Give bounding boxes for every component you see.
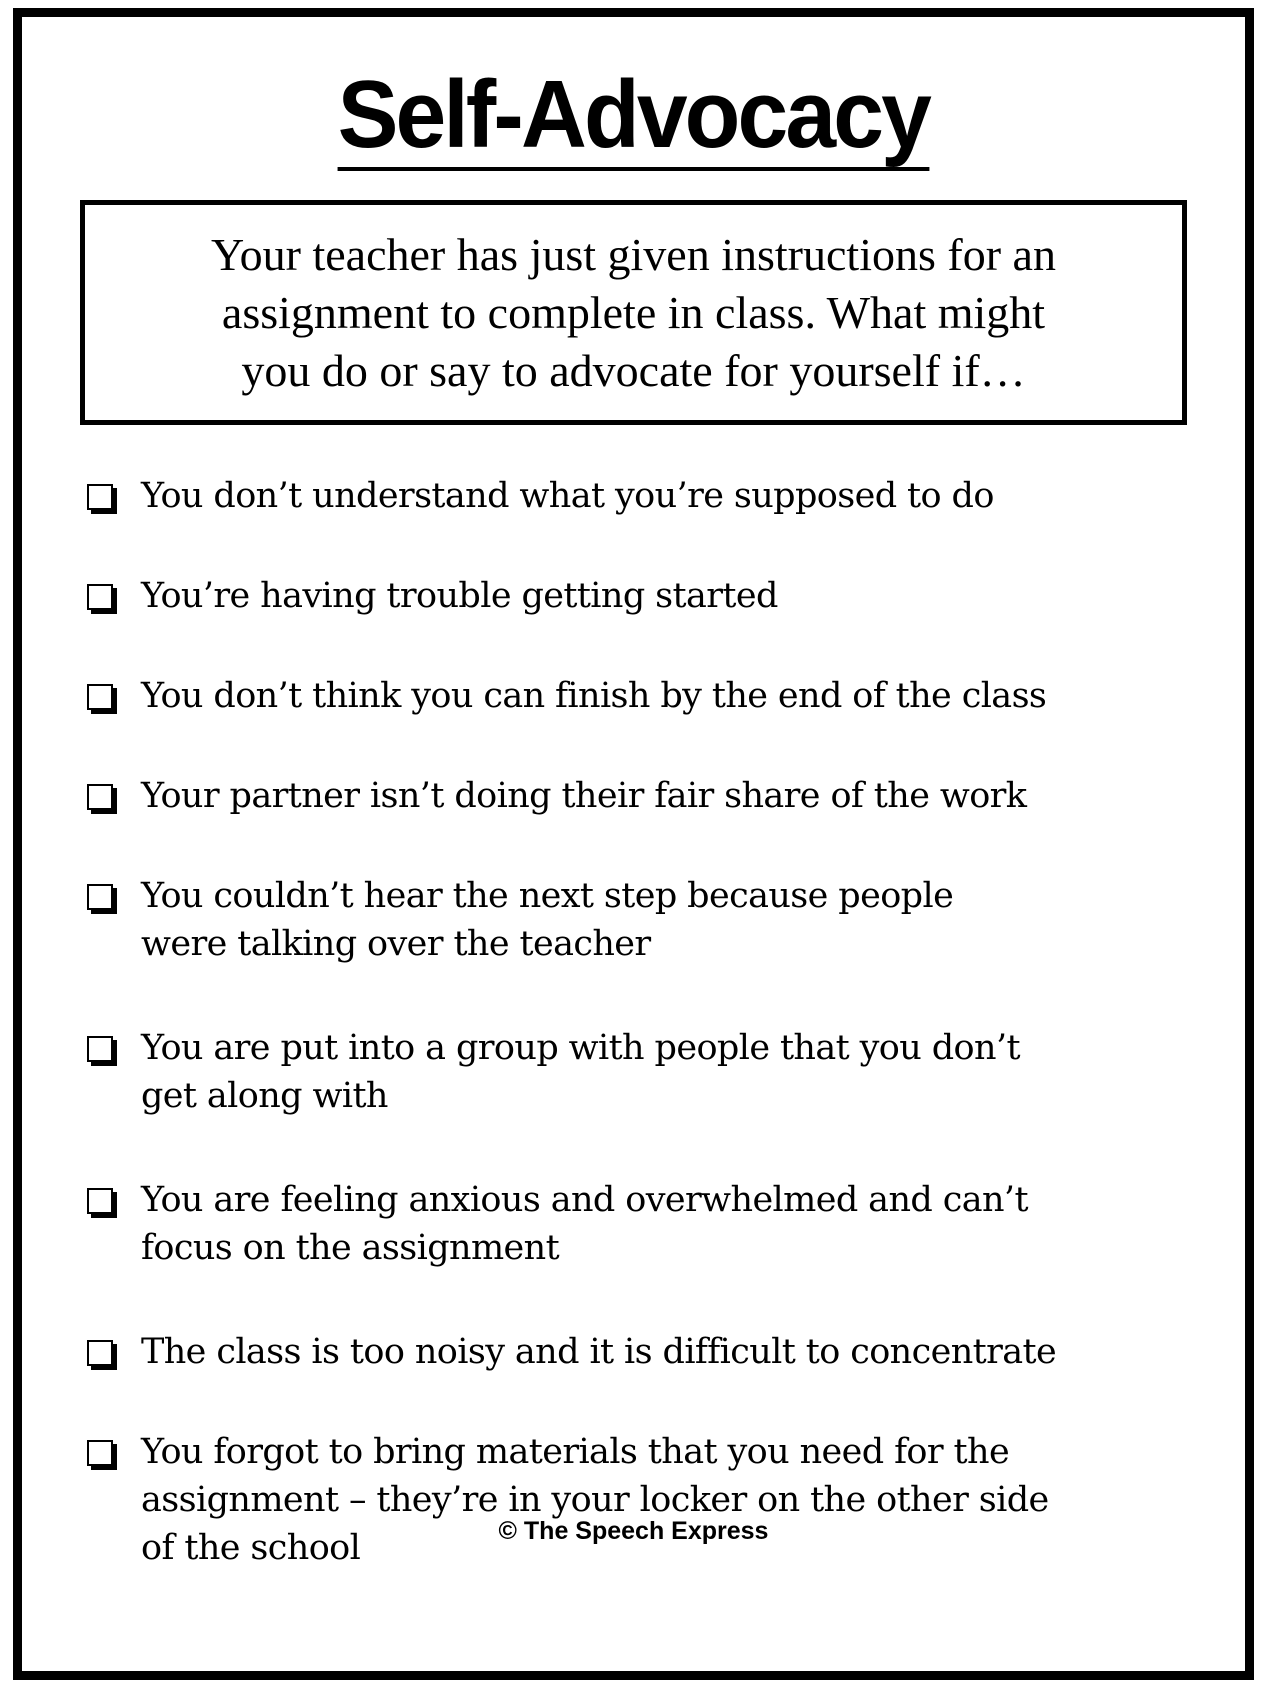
checklist-item-text: You are feeling anxious and overwhelmed and can’t focus on the assignment [141, 1180, 1028, 1268]
page-title [22, 61, 1245, 171]
checkbox-icon[interactable] [87, 584, 113, 610]
checkbox-icon[interactable] [87, 1188, 113, 1214]
checklist-item-2 [87, 572, 1207, 620]
prompt-line-1: Your teacher has just given instructions for an [211, 228, 1056, 280]
checklist-item-1 [87, 472, 1207, 520]
checklist-item-text: You don’t understand what you’re supposed to do [141, 476, 994, 516]
prompt-text [154, 226, 1114, 400]
checklist-item-3 [87, 672, 1207, 720]
checklist-item-7 [87, 1176, 1207, 1272]
checklist-item-text: You are put into a group with people that you don’t get along with [141, 1028, 1020, 1116]
prompt-line-2: assignment to complete in class. What might [221, 286, 1046, 338]
copyright-text: © The Speech Express [498, 1517, 769, 1545]
page-title-text: Self-Advocacy [338, 67, 929, 171]
checklist-item-text: The class is too noisy and it is difficult to concentrate [141, 1332, 1057, 1372]
copyright-footer [22, 1517, 1245, 1546]
checkbox-icon[interactable] [87, 784, 113, 810]
checklist-item-text: You’re having trouble getting started [141, 576, 778, 616]
checkbox-icon[interactable] [87, 884, 113, 910]
checkbox-icon[interactable] [87, 1340, 113, 1366]
checklist-item-8 [87, 1328, 1207, 1376]
checklist-item-text: Your partner isn’t doing their fair share of the work [141, 776, 1027, 816]
checklist-item-text: You don’t think you can finish by the end of the class [141, 676, 1047, 716]
checkbox-icon[interactable] [87, 1440, 113, 1466]
prompt-box [80, 200, 1187, 425]
checklist-item-4 [87, 772, 1207, 820]
checkbox-icon[interactable] [87, 484, 113, 510]
prompt-line-3: you do or say to advocate for yourself if… [241, 344, 1026, 396]
checklist-item-text: You couldn’t hear the next step because people were talking over the teacher [141, 876, 954, 964]
worksheet-page [13, 8, 1254, 1680]
checkbox-icon[interactable] [87, 1036, 113, 1062]
checkbox-icon[interactable] [87, 684, 113, 710]
checklist-item-text: You forgot to bring materials that you need for the assignment – they’re in your locker on the other side of the school [141, 1432, 1049, 1568]
checklist-item-9 [87, 1428, 1207, 1572]
checklist-item-6 [87, 1024, 1207, 1120]
checklist-item-5 [87, 872, 1207, 968]
